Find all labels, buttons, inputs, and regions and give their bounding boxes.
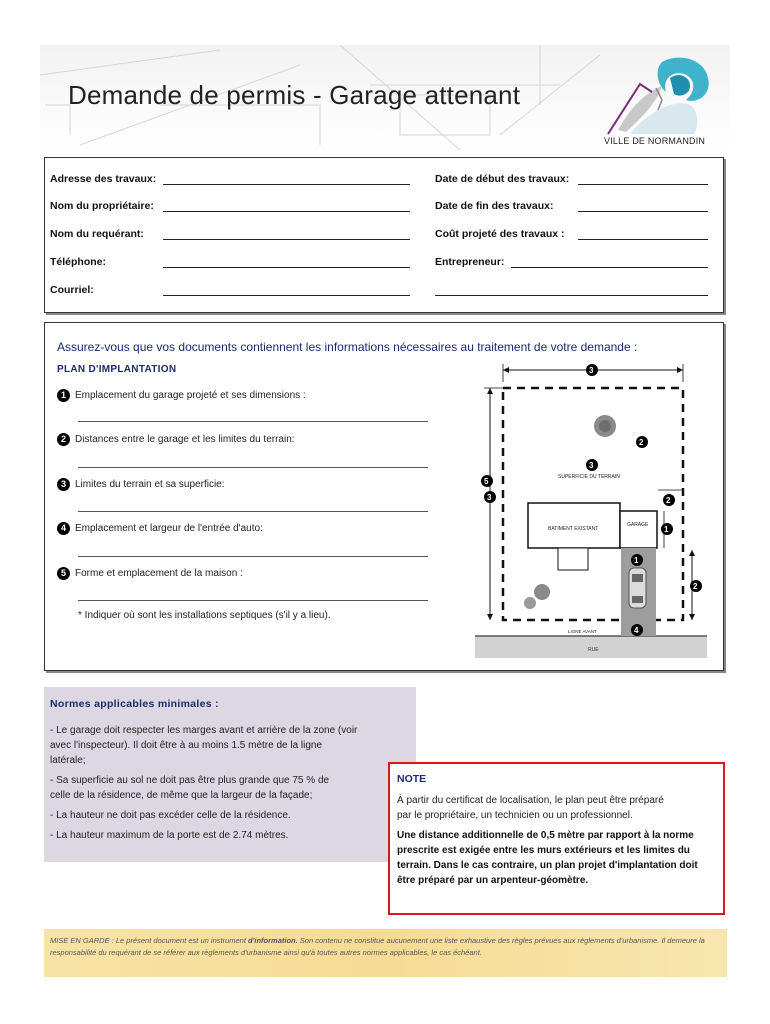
svg-text:5: 5 xyxy=(484,477,489,486)
start-date-label: Date de début des travaux: xyxy=(435,173,570,185)
answer-line-3[interactable] xyxy=(78,511,428,512)
applicant-field[interactable] xyxy=(163,239,410,240)
norme-line: avec l'inspecteur). Il doit être à au moins 1.5 mètre de la ligne xyxy=(50,740,323,751)
rue-label: RUE xyxy=(588,647,599,653)
contractor-extra-field[interactable] xyxy=(435,295,708,296)
note-bold-line: être préparé par un arpenteur-géomètre. xyxy=(397,875,589,886)
norme-line: celle de la résidence, de même que la largeur de la façade; xyxy=(50,790,313,801)
address-field[interactable] xyxy=(163,184,410,185)
answer-line-1[interactable] xyxy=(78,421,428,422)
answer-line-5[interactable] xyxy=(78,600,428,601)
note-title: NOTE xyxy=(397,773,427,785)
checklist-intro: Assurez-vous que vos documents contiennent les informations nécessaires au traitement de votre demande : xyxy=(57,340,638,354)
note-bold-line: prescrite est exigée entre les murs extérieurs et les limites du xyxy=(397,845,690,856)
svg-text:1: 1 xyxy=(664,525,669,534)
site-plan-diagram xyxy=(470,360,710,662)
checklist-item-3: Limites du terrain et sa superficie: xyxy=(75,479,225,490)
norme-line: - Sa superficie au sol ne doit pas être plus grande que 75 % de xyxy=(50,775,330,786)
svg-text:1: 1 xyxy=(634,556,639,565)
item-number-1: 1 xyxy=(57,389,70,402)
checklist-item-1: Emplacement du garage projeté et ses dimensions : xyxy=(75,390,306,401)
contractor-label: Entrepreneur: xyxy=(435,256,505,268)
garage-label: GARAGE xyxy=(627,522,649,528)
note-bold-line: Une distance additionnelle de 0,5 mètre par rapport à la norme xyxy=(397,830,694,841)
garage xyxy=(620,511,657,548)
tree-3 xyxy=(524,597,536,609)
plan-title: PLAN D'IMPLANTATION xyxy=(57,364,177,375)
checklist-item-4: Emplacement et largeur de l'entrée d'auto: xyxy=(75,523,263,534)
warning-text: MISE EN GARDE : Le présent document est un instrument d'information. Son contenu ne constitue aucunement une liste exhaustive des règles prévues aux règlements d'urbanisme. Il demeure la responsabilité du requérant de se référer aux règlements d'urbanisme ainsi qu'à toutes autres normes applicables, le cas échéant. xyxy=(50,936,705,957)
ligne-avant-label: LIGNE AVANT xyxy=(568,629,597,634)
normes-title: Normes applicables minimales : xyxy=(50,698,219,710)
item-number-2: 2 xyxy=(57,433,70,446)
normandin-logo xyxy=(600,52,725,140)
norme-line: - La hauteur ne doit pas excéder celle de la résidence. xyxy=(50,810,291,821)
start-date-field[interactable] xyxy=(578,184,708,185)
batiment-label: BATIMENT EXISTANT xyxy=(548,526,599,532)
note-line: par le propriétaire, un technicien ou un professionnel. xyxy=(397,810,633,821)
svg-text:2: 2 xyxy=(639,438,644,447)
logo-caption: VILLE DE NORMANDIN xyxy=(604,136,706,146)
address-label: Adresse des travaux: xyxy=(50,173,157,185)
cost-field[interactable] xyxy=(578,239,708,240)
owner-label: Nom du propriétaire: xyxy=(50,200,154,212)
building-porch xyxy=(558,548,588,570)
tree-2 xyxy=(534,584,550,600)
cost-label: Coût projeté des travaux : xyxy=(435,228,565,240)
svg-text:2: 2 xyxy=(666,496,671,505)
svg-text:3: 3 xyxy=(589,366,594,375)
svg-text:3: 3 xyxy=(487,493,492,502)
end-date-label: Date de fin des travaux: xyxy=(435,200,554,212)
norme-line: latérale; xyxy=(50,755,86,766)
superficie-label: SUPERFICIE DU TERRAIN xyxy=(558,474,620,480)
svg-text:3: 3 xyxy=(589,461,594,470)
item-number-4: 4 xyxy=(57,522,70,535)
answer-line-4[interactable] xyxy=(78,556,428,557)
note-line: À partir du certificat de localisation, le plan peut être préparé xyxy=(397,795,664,806)
checklist-item-5: Forme et emplacement de la maison : xyxy=(75,568,243,579)
email-label: Courriel: xyxy=(50,284,94,296)
septic-footnote: * Indiquer où sont les installations septiques (s'il y a lieu). xyxy=(78,610,331,621)
applicant-label: Nom du requérant: xyxy=(50,228,144,240)
end-date-field[interactable] xyxy=(578,211,708,212)
svg-text:2: 2 xyxy=(693,582,698,591)
email-field[interactable] xyxy=(163,295,410,296)
norme-line: - Le garage doit respecter les marges avant et arrière de la zone (voir xyxy=(50,725,358,736)
svg-text:4: 4 xyxy=(634,626,639,635)
answer-line-2[interactable] xyxy=(78,467,428,468)
phone-label: Téléphone: xyxy=(50,256,107,268)
item-number-3: 3 xyxy=(57,478,70,491)
checklist-item-2: Distances entre le garage et les limites du terrain: xyxy=(75,434,295,445)
norme-line: - La hauteur maximum de la porte est de 2.74 mètres. xyxy=(50,830,289,841)
page-title: Demande de permis - Garage attenant xyxy=(68,80,521,110)
phone-field[interactable] xyxy=(163,267,410,268)
item-number-5: 5 xyxy=(57,567,70,580)
contractor-field[interactable] xyxy=(511,267,708,268)
note-bold-line: terrain. Dans le cas contraire, un plan projet d'implantation doit xyxy=(397,860,698,871)
owner-field[interactable] xyxy=(163,211,410,212)
